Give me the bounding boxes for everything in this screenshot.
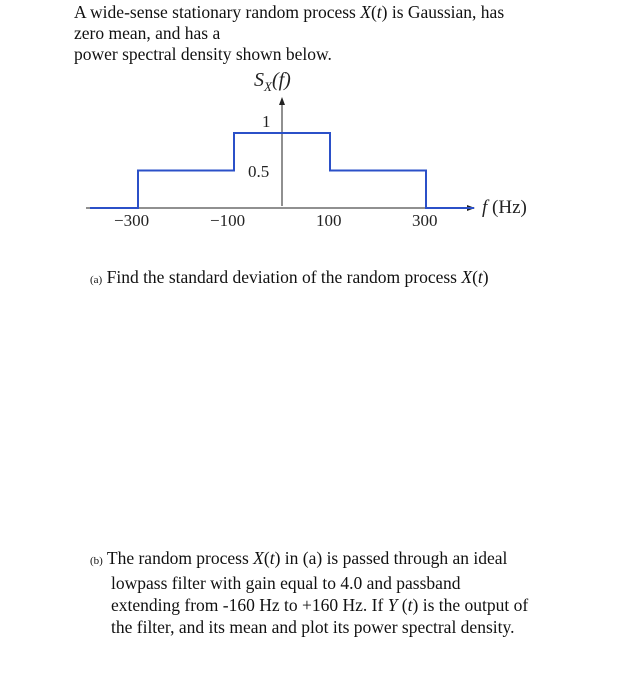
intro-text-post: is Gaussian, has xyxy=(387,2,505,22)
question-b-text-3: extending from -160 Hz to +160 Hz. If xyxy=(111,595,388,615)
question-b-text-post: in (a) is passed through an ideal xyxy=(280,548,508,568)
x-tick-label: −300 xyxy=(114,211,150,230)
x-tick-label: 300 xyxy=(412,211,438,230)
question-b-line-4: the filter, and its mean and plot its power spectral density. xyxy=(111,617,515,637)
question-b-text: The random process xyxy=(102,548,254,568)
x-tick-label: −100 xyxy=(210,211,246,230)
question-a: (a) Find the standard deviation of the random process X(t) xyxy=(90,267,489,287)
question-b xyxy=(90,547,528,638)
intro-line-1: A wide-sense stationary random process X(t) is Gaussian, has xyxy=(74,2,505,22)
question-a-tag: (a) xyxy=(90,274,103,286)
question-b-tag: (b) xyxy=(90,555,103,567)
question-b-text-3-post: is the output of xyxy=(418,595,529,615)
x-tick-label: 100 xyxy=(316,211,342,230)
psd-title: $S_X(f)$ xyxy=(254,69,291,94)
y-axis-arrow xyxy=(279,97,285,105)
level-label-0-5: 0.5 xyxy=(248,162,270,181)
psd-figure xyxy=(0,0,627,260)
question-a-text: Find the standard deviation of the random process xyxy=(102,267,462,287)
question-b-line-2: lowpass filter with gain equal to 4.0 and passband xyxy=(111,573,461,593)
question-b-var-x: X xyxy=(253,548,264,568)
intro-text: A wide-sense stationary random process xyxy=(74,2,361,22)
intro-line-3: power spectral density shown below. xyxy=(74,44,332,64)
question-b-line-1: (b) The random process X(t) in (a) is passed through an ideal xyxy=(90,548,508,568)
intro-var-x: X xyxy=(360,2,371,22)
question-b-line-3: extending from -160 Hz to +160 Hz. If Y (t) is the output of xyxy=(111,595,529,615)
level-label-1: 1 xyxy=(262,112,271,131)
question-a-var: X xyxy=(461,267,473,287)
question-b-var-y: Y xyxy=(387,595,398,615)
intro-line-2: zero mean, and has a xyxy=(74,23,221,43)
x-axis-label: f (Hz) xyxy=(482,197,527,218)
